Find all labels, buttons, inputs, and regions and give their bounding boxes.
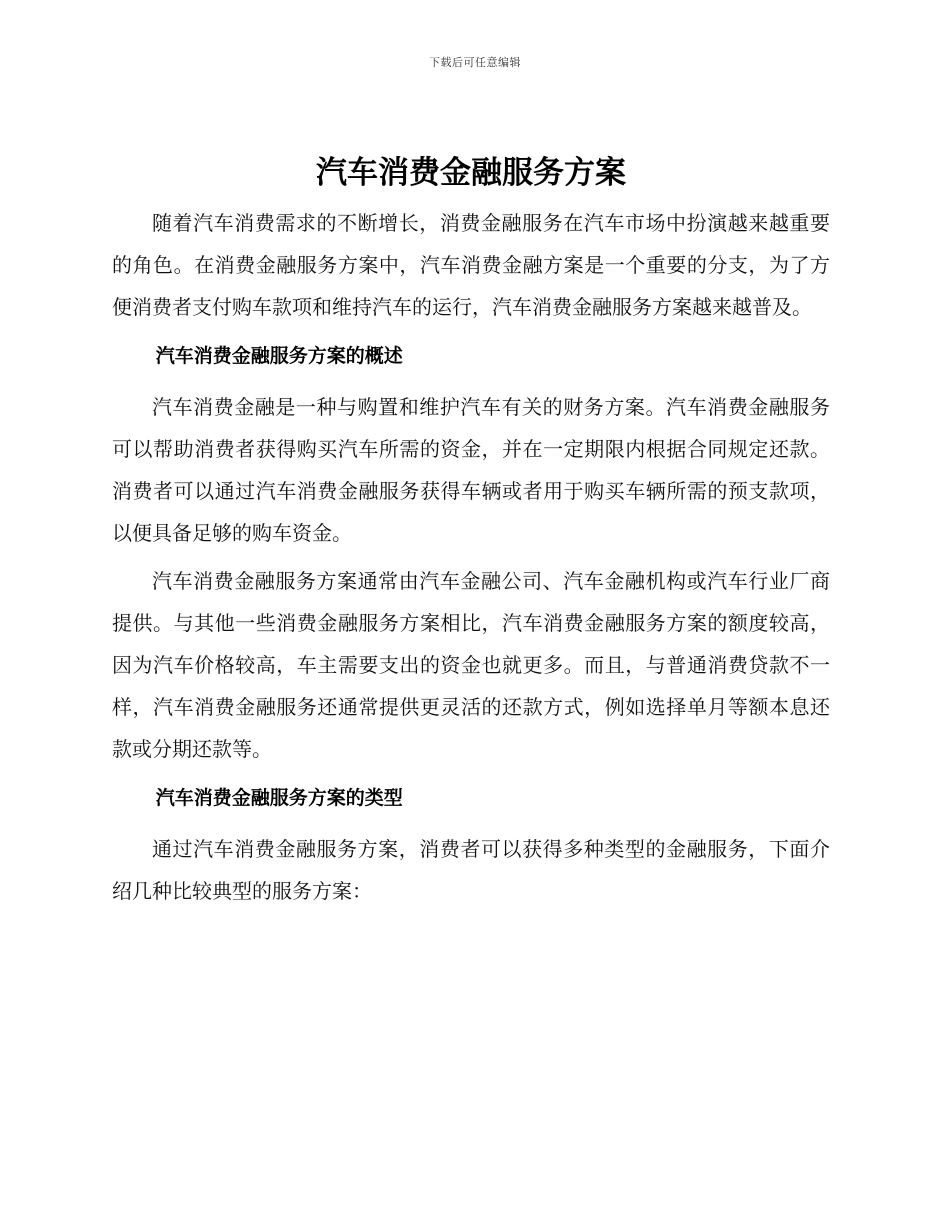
overview-paragraph-1: 汽车消费金融是一种与购置和维护汽车有关的财务方案。汽车消费金融服务可以帮助消费者获得购买汽车所需的资金，并在一定期限内根据合同规定还款。消费者可以通过汽车消费金融服务获得车辆或者用于购买车辆所需的预支款项，以便具备足够的购车资金。 [112,395,830,545]
types-paragraph-1: 通过汽车消费金融服务方案，消费者可以获得多种类型的金融服务，下面介绍几种比较典型的服务方案： [112,837,830,903]
document-body [112,150,830,918]
header-note: 下载后可任意编辑 [429,56,521,69]
document-title: 汽车消费金融服务方案 [316,155,626,191]
intro-paragraph: 随着汽车消费需求的不断增长，消费金融服务在汽车市场中扮演越来越重要的角色。在消费金融服务方案中，汽车消费金融方案是一个重要的分支，为了方便消费者支付购车款项和维持汽车的运行，汽车消费金融服务方案越来越普及。 [112,211,830,319]
section-heading-overview: 汽车消费金融服务方案的概述 [155,345,403,367]
overview-paragraph-2: 汽车消费金融服务方案通常由汽车金融公司、汽车金融机构或汽车行业厂商提供。与其他一些消费金融服务方案相比，汽车消费金融服务方案的额度较高，因为汽车价格较高，车主需要支出的资金也就更多。而且，与普通消费贷款不一样，汽车消费金融服务还通常提供更灵活的还款方式，例如选择单月等额本息还款或分期还款等。 [112,569,830,761]
section-heading-types: 汽车消费金融服务方案的类型 [155,787,403,809]
